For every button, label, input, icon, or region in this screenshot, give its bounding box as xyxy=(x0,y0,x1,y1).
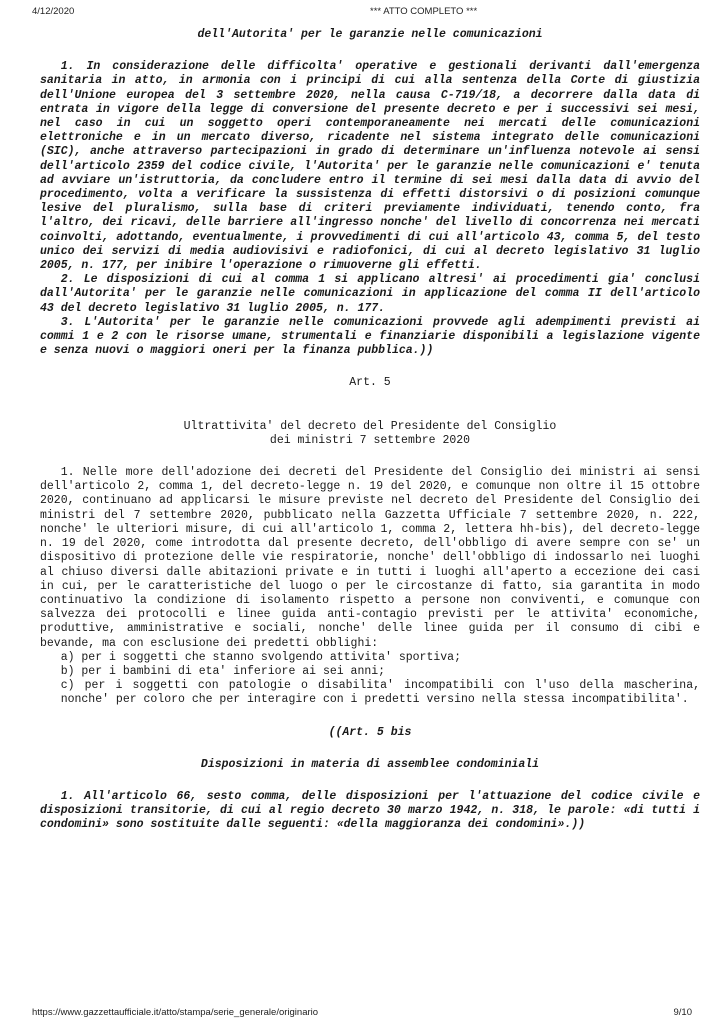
list-item-a: a) per i soggetti che stanno svolgendo attivita' sportiva; xyxy=(60,650,461,664)
article-5bis-number: ((Art. 5 bis xyxy=(328,725,412,739)
paragraph-comma-3: 3. L'Autorita' per le garanzie nelle comunicazioni provvede agli adempimenti previsti ai commi 1 e 2 con le risorse umane, strumentali e finanziarie disponibili a legislazione vigente e senza nuovi o maggiori oneri per la finanza pubblica.)) xyxy=(40,315,707,358)
section-heading-agcom: dell'Autorita' per le garanzie nelle comunicazioni xyxy=(197,28,543,41)
article-title-line2: dei ministri 7 settembre 2020 xyxy=(269,433,471,447)
article-number: Art. 5 xyxy=(349,376,391,390)
page-number: 9/10 xyxy=(673,1007,692,1018)
source-url: https://www.gazzettaufficiale.it/atto/stampa/serie_generale/originario xyxy=(32,1007,319,1018)
document-body xyxy=(40,28,707,833)
print-title: *** ATTO COMPLETO *** xyxy=(370,6,478,17)
article-5bis-paragraph-1: 1. All'articolo 66, sesto comma, delle disposizioni per l'attuazione del codice civile e disposizioni transitorie, di cui al regio decreto 30 marzo 1942, n. 318, le parole: «di tutti i condomini» sono sostituite dalle seguenti: «della maggioranza dei condomini».)) xyxy=(40,789,707,832)
paragraph-comma-1: 1. In considerazione delle difficolta' operative e gestionali derivanti dall'emergenza sanitaria in atto, in armonia con i principi di cui alla sentenza della Corte di giustizia dell'Unione europea del 3 settembre 2020, nella causa C-719/18, a decorrere dalla data di entrata in vigore della legge di conversione del presente decreto e per i successivi sei mesi, nel caso in cui un soggetto operi contemporaneamente nei mercati delle comunicazioni elettroniche e in un mercato diverso, ricadente nel sistema integrato delle comunicazioni (SIC), anche attraverso partecipazioni in grado di determinare un'influenza notevole ai sensi dell'articolo 2359 del codice civile, l'Autorita' per le garanzie nelle comunicazioni e' tenuta ad avviare un'istruttoria, da concludere entro il termine di sei mesi dalla data di avvio del procedimento, volta a verificare la sussistenza di effetti distorsivi o di posizioni comunque lesive del pluralismo, sulla base di criteri previamente individuati, tenendo conto, fra l'altro, dei ricavi, delle barriere all'ingresso nonche' del livello di concorrenza nei mercati coinvolti, adottando, eventualmente, i provvedimenti di cui all'articolo 43, comma 5, del testo unico dei servizi di media audiovisivi e radiofonici, di cui al decreto legislativo 31 luglio 2005, n. 177, per inibire l'operazione o rimuoverne gli effetti. xyxy=(40,60,707,273)
paragraph-comma-2: 2. Le disposizioni di cui al comma 1 si applicano altresi' ai procedimenti gia' conclusi dall'Autorita' per le garanzie nelle comunicazioni in applicazione del comma II dell'articolo 43 del decreto legislativo 31 luglio 2005, n. 177. xyxy=(40,273,707,315)
article-paragraph-1: 1. Nelle more dell'adozione dei decreti del Presidente del Consiglio dei ministri ai sensi dell'articolo 2, comma 1, del decreto-legge n. 19 del 2020, e comunque non oltre il 15 ottobre 2020, continuano ad applicarsi le misure previste nel decreto del Presidente del Consiglio dei ministri del 7 settembre 2020, pubblicato nella Gazzetta Ufficiale 7 settembre 2020, n. 222, nonche' le ulteriori misure, di cui all'articolo 1, comma 2, lettera hh-bis), del decreto-legge n. 19 del 2020, come introdotta dal presente decreto, dell'obbligo di avere sempre con se' un dispositivo di protezione delle vie respiratorie, nonche' dell'obbligo di indossarlo nei luoghi al chiuso diversi dalle abitazioni private e in tutti i luoghi all'aperto a eccezione dei casi in cui, per le caratteristiche del luogo o per le circostanze di fatto, sia garantita in modo continuativo la condizione di isolamento rispetto a persone non conviventi, e comunque con salvezza dei protocolli e linee guida anti-contagio previsti per le attivita' economiche, produttive, amministrative e sociali, nonche' delle linee guida per il consumo di cibi e bevande, ma con esclusione dei predetti obblighi: xyxy=(40,466,707,650)
print-footer xyxy=(24,1004,700,1018)
print-date: 4/12/2020 xyxy=(32,6,75,17)
article-5bis-title: Disposizioni in materia di assemblee condominiali xyxy=(200,757,540,771)
article-title-line1: Ultrattivita' del decreto del Presidente del Consiglio xyxy=(183,419,557,433)
list-item-b: b) per i bambini di eta' inferiore ai sei anni; xyxy=(60,664,386,678)
list-item-c: c) per i soggetti con patologie o disabilita' incompatibili con l'uso della mascherina, nonche' per coloro che per interagire con i predetti versino nella stessa incompatibilita'. xyxy=(60,679,707,707)
print-header xyxy=(24,6,700,20)
